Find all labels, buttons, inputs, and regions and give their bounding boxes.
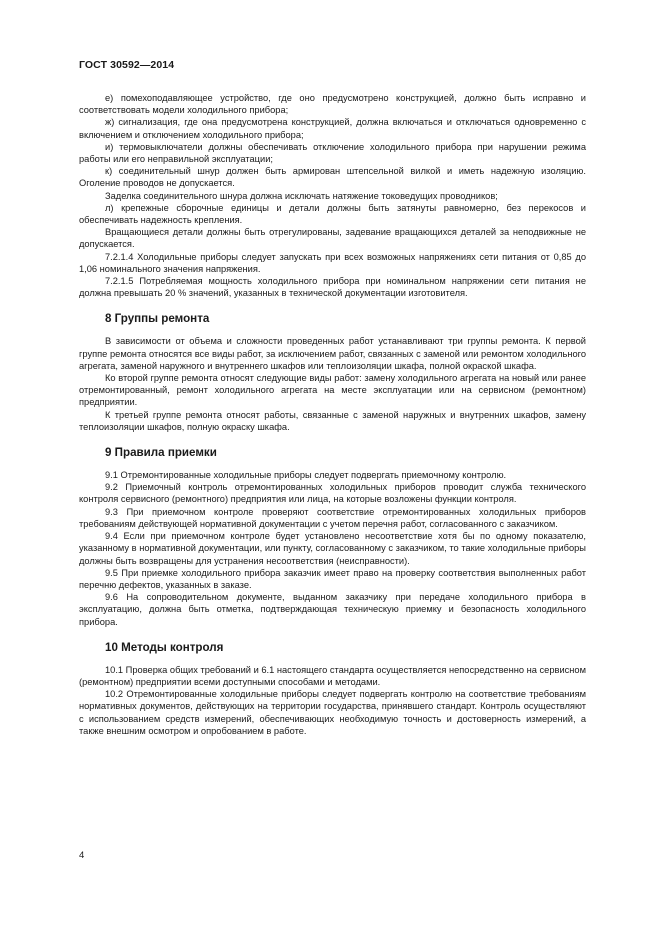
page-number: 4 xyxy=(79,850,85,861)
section-9-body xyxy=(79,469,586,628)
paragraph: 9.6 На сопроводительном документе, выданном заказчику при передаче холодильного прибора в эксплуатацию, должна быть отметка, подтверждающая техническую приемку и безопасность холодильного прибора. xyxy=(79,592,586,627)
section-10-body xyxy=(79,664,586,737)
section-heading-10: 10 Методы контроля xyxy=(105,640,224,654)
paragraph: 9.2 Приемочный контроль отремонтированных холодильных приборов проводит служба технического контроля сервисного (ремонтного) предприятия или лица, на которые возложены функции контроля. xyxy=(79,482,586,505)
paragraph: 10.1 Проверка общих требований и 6.1 настоящего стандарта осуществляется непосредственно на сервисном (ремонтном) предприятии всеми доступными способами и методами. xyxy=(79,664,586,687)
paragraph: 7.2.1.5 Потребляемая мощность холодильного прибора при номинальном напряжении сети питания не должна превышать 20 % значений, указанных в технической документации изготовителя. xyxy=(79,276,586,299)
section-heading-9: 9 Правила приемки xyxy=(105,446,217,460)
section-8-body xyxy=(79,335,586,433)
document-header-code: ГОСТ 30592—2014 xyxy=(79,59,175,71)
paragraph: Ко второй группе ремонта относят следующие виды работ: замену холодильного агрегата на новый или ранее отремонтированный, ремонт холодильного агрегата на месте эксплуатации или на сервисном (ремонтном) предприятии. xyxy=(79,373,586,408)
paragraph: 7.2.1.4 Холодильные приборы следует запускать при всех возможных напряжениях сети питания от 0,85 до 1,06 номинального значения напряжения. xyxy=(79,251,586,274)
paragraph: е) помехоподавляющее устройство, где оно предусмотрено конструкцией, должно быть исправно и соответствовать модели холодильного прибора; xyxy=(79,93,586,116)
paragraph: Заделка соединительного шнура должна исключать натяжение токоведущих проводников; xyxy=(105,190,498,201)
paragraph: л) крепежные сборочные единицы и детали должны быть затянуты равномерно, без перекосов и обеспечивать надежность крепления. xyxy=(79,202,586,226)
paragraph: К третьей группе ремонта относят работы, связанные с заменой наружных и внутренних шкафов, замену теплоизоляции шкафов, полную окраску шкафа. xyxy=(79,409,586,432)
list-continuation xyxy=(79,92,586,299)
paragraph: 9.5 При приемке холодильного прибора заказчик имеет право на проверку соответствия выполненных работ перечню дефектов, указанных в заказе. xyxy=(79,567,586,590)
paragraph: 10.2 Отремонтированные холодильные приборы следует подвергать контролю на соответствие требованиям нормативных документов, действующих на территории государства, принявшего стандарт. Контроль осуществляют с использованием средств измерений, обеспечивающих необходимую точность и достоверность измерений, а также внешним осмотром и опробованием в работе. xyxy=(79,689,586,736)
document-body xyxy=(79,92,586,737)
paragraph: 9.4 Если при приемочном контроле будет установлено несоответствие хотя бы по одному показателю, указанному в нормативной документации, или пункту, согласованному с заказчиком, то такие холодильные приборы должны быть возвращены для устранения несоответствия (неисправности). xyxy=(79,531,586,566)
section-heading-8: 8 Группы ремонта xyxy=(105,312,210,326)
paragraph: и) термовыключатели должны обеспечивать отключение холодильного прибора при нарушении режима работы или его неправильной эксплуатации; xyxy=(79,141,586,165)
paragraph: ж) сигнализация, где она предусмотрена конструкцией, должна включаться и отключаться одновременно с включением и отключением холодильного прибора; xyxy=(79,117,586,140)
paragraph: В зависимости от объема и сложности проведенных работ устанавливают три группы ремонта. К первой группе ремонта относятся все виды работ, за исключением работ, связанных с заменой или ремонтом холодильного агрегата, заменой наружного и внутреннего шкафов или теплоизоляции шкафа, полной окраской шкафа. xyxy=(79,336,586,371)
paragraph: 9.3 При приемочном контроле проверяют соответствие отремонтированных холодильных приборов требованиям действующей нормативной документации с учетом перечня работ, согласованного с заказчиком. xyxy=(79,506,586,529)
paragraph: 9.1 Отремонтированные холодильные приборы следует подвергать приемочному контролю. xyxy=(105,470,507,481)
paragraph: Вращающиеся детали должны быть отрегулированы, задевание вращающихся деталей за неподвижные не допускается. xyxy=(79,227,586,250)
paragraph: к) соединительный шнур должен быть армирован штепсельной вилкой и иметь надежную изоляцию. Оголение проводов не допускается. xyxy=(79,166,586,189)
